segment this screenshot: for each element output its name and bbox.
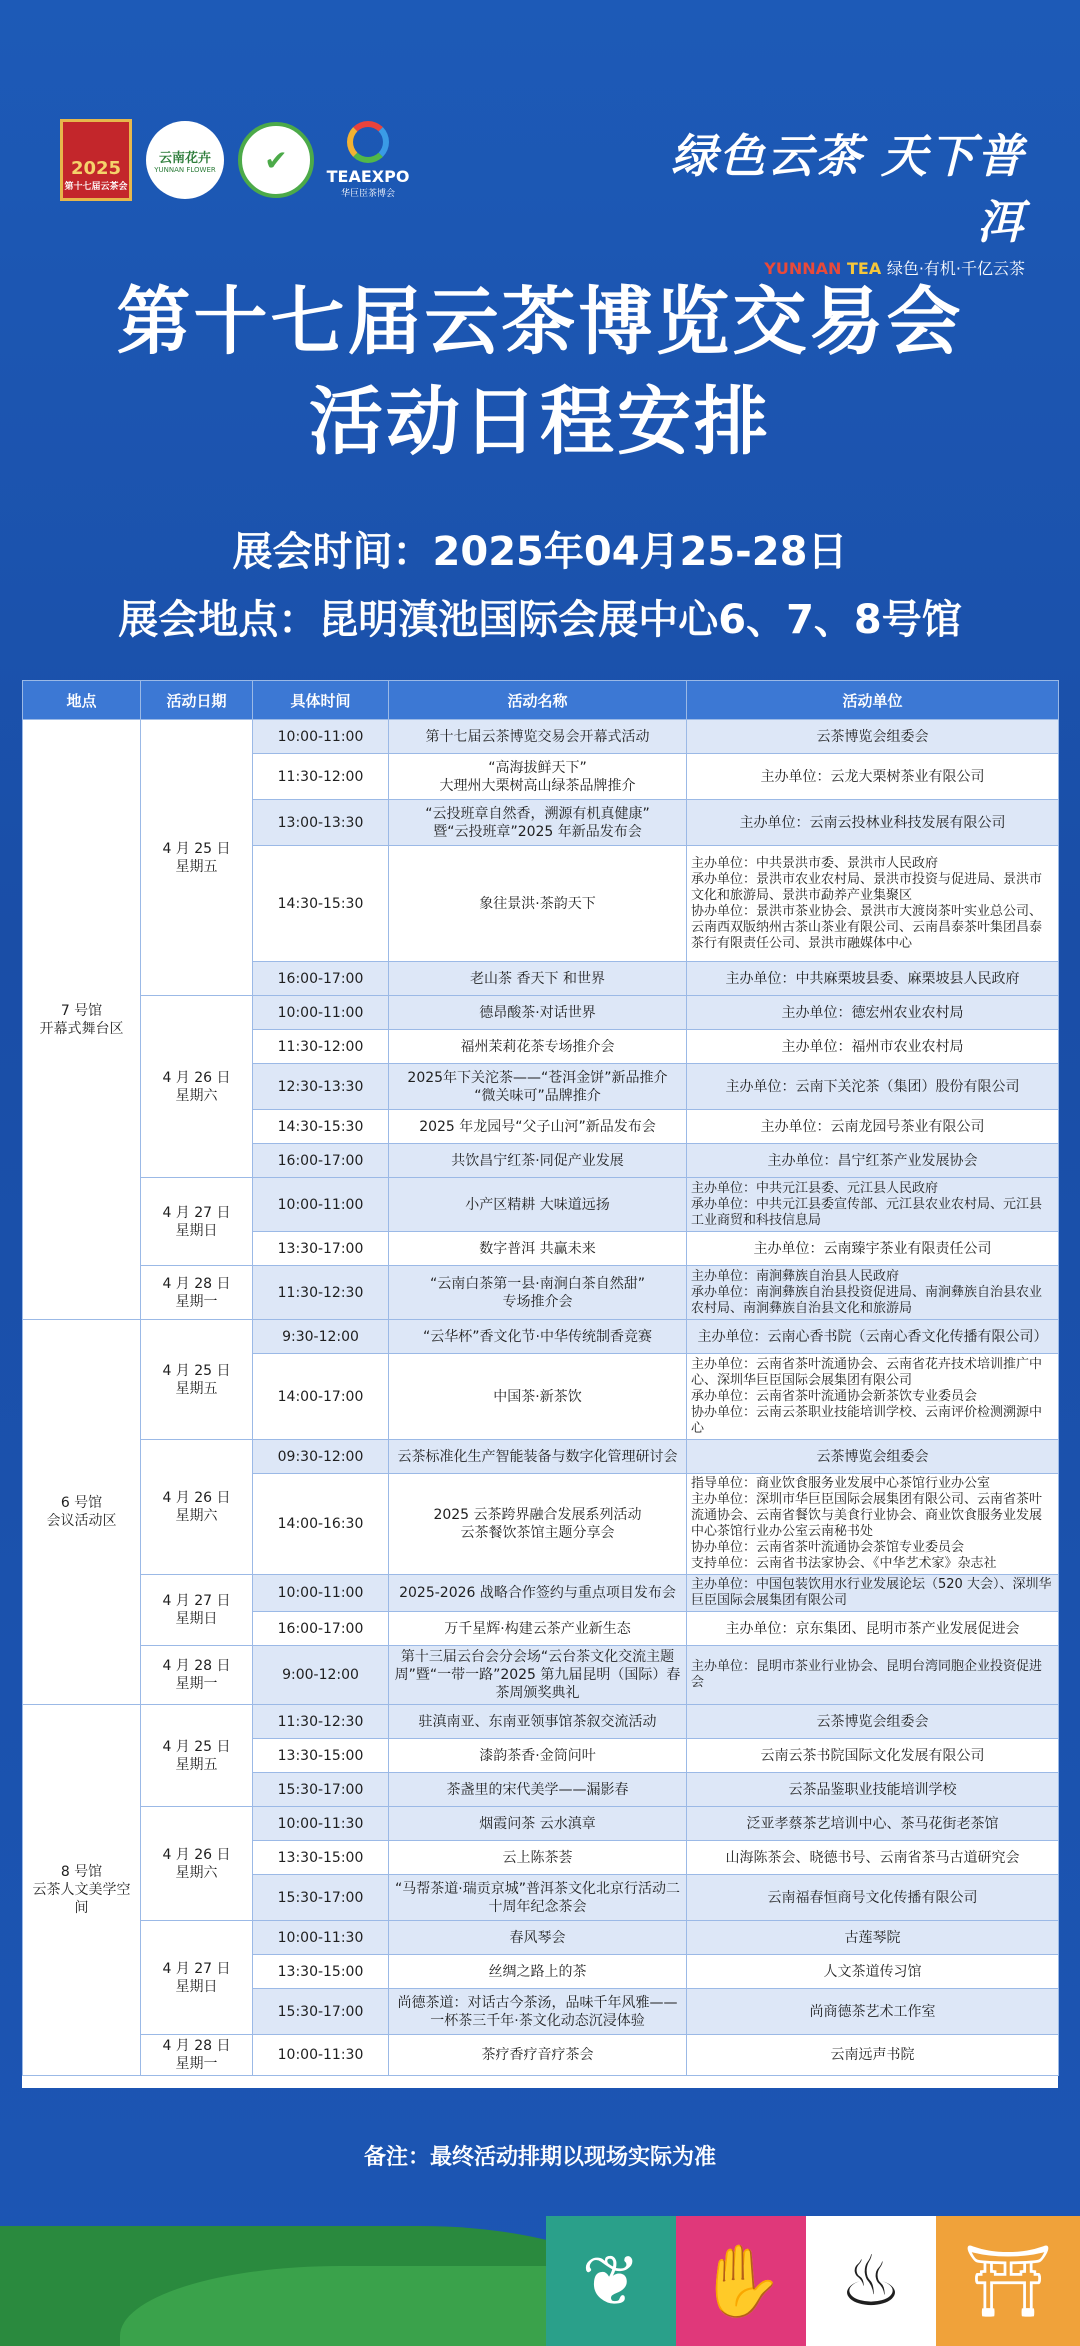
organizer-cell: 云南远声书院	[687, 2035, 1059, 2076]
activity-cell: 共饮昌宁红茶·同促产业发展	[389, 1144, 687, 1178]
activity-cell: 老山茶 香天下 和世界	[389, 962, 687, 996]
time-cell: 10:00-11:00	[253, 1575, 389, 1612]
organizer-cell: 主办单位：福州市农业农村局	[687, 1030, 1059, 1064]
activity-cell: 2025 年龙园号“父子山河”新品发布会	[389, 1110, 687, 1144]
time-cell: 16:00-17:00	[253, 1612, 389, 1646]
date-cell: 4 月 28 日 星期一	[141, 1266, 253, 1320]
table-row	[23, 1440, 1059, 1474]
leaf-icon: ✔	[264, 143, 288, 177]
activity-cell: 德昂酸茶·对话世界	[389, 996, 687, 1030]
activity-cell: 小产区精耕 大味道远扬	[389, 1178, 687, 1232]
table-row	[23, 1320, 1059, 1354]
teapot-icon: ♨	[806, 2216, 936, 2346]
date-cell: 4 月 27 日 星期日	[141, 1575, 253, 1646]
organizer-cell: 尚商德茶艺术工作室	[687, 1989, 1059, 2035]
activity-cell: 尚德茶道：对话古今茶汤，品味千年风雅——一杯茶三千年·茶文化动态沉浸体验	[389, 1989, 687, 2035]
activity-cell: “高海拔鲜天下” 大理州大栗树高山绿茶品牌推介	[389, 754, 687, 800]
organizer-cell: 主办单位：云南云投林业科技发展有限公司	[687, 800, 1059, 846]
date-cell: 4 月 27 日 星期日	[141, 1921, 253, 2035]
activity-cell: 象往景洪·茶韵天下	[389, 846, 687, 962]
organizer-cell: 云茶博览会组委会	[687, 720, 1059, 754]
table-row	[23, 1646, 1059, 1705]
teaexpo-logo: TEAEXPO 华巨臣茶博会	[328, 120, 408, 200]
tree-icon: ❦	[546, 2216, 676, 2346]
time-cell: 10:00-11:00	[253, 996, 389, 1030]
header-organizer: 活动单位	[687, 681, 1059, 720]
yunnan-flower-logo: 云南花卉 YUNNAN FLOWER	[146, 121, 224, 199]
time-cell: 13:30-15:00	[253, 1955, 389, 1989]
footnote: 备注：最终活动排期以现场实际为准	[363, 2145, 716, 2170]
activity-cell: 茶盏里的宋代美学——漏影春	[389, 1773, 687, 1807]
organizer-cell: 主办单位：南涧彝族自治县人民政府 承办单位：南涧彝族自治县投资促进局、南涧彝族自治县农业农村局、南涧彝族自治县文化和旅游局	[687, 1266, 1059, 1320]
date-cell: 4 月 25 日 星期五	[141, 1320, 253, 1440]
activity-cell: 丝绸之路上的茶	[389, 1955, 687, 1989]
hand-leaf-icon: ✋	[676, 2216, 806, 2346]
organizer-cell: 主办单位：京东集团、昆明市茶产业发展促进会	[687, 1612, 1059, 1646]
brand-slogan	[645, 120, 1025, 279]
date-cell: 4 月 28 日 星期一	[141, 1646, 253, 1705]
activity-cell: “云南白茶第一县·南涧白茶自然甜” 专场推介会	[389, 1266, 687, 1320]
organizer-cell: 主办单位：中国包装饮用水行业发展论坛（520 大会）、深圳华巨臣国际会展集团有限公司	[687, 1575, 1059, 1612]
date-cell: 4 月 25 日 星期五	[141, 720, 253, 996]
organizer-cell: 云茶品鉴职业技能培训学校	[687, 1773, 1059, 1807]
schedule-table	[22, 680, 1059, 2076]
venue-cell: 7 号馆 开幕式舞台区	[23, 720, 141, 1320]
expo-time: 展会时间：2025年04月25-28日	[232, 529, 848, 575]
activity-cell: “云华杯”香文化节·中华传统制香竞赛	[389, 1320, 687, 1354]
activity-cell: 春风琴会	[389, 1921, 687, 1955]
header-time: 具体时间	[253, 681, 389, 720]
organizer-cell: 指导单位：商业饮食服务业发展中心茶馆行业办公室 主办单位：深圳市华巨臣国际会展集团有限公司、云南省茶叶流通协会、云南省餐饮与美食行业协会、商业饮食服务业发展中心茶馆行业办公室云南秘书处 协办单位：云南省茶叶流通协会茶馆专业委员会 支持单位：云南省书法家协会、《中华艺术家》杂志社	[687, 1474, 1059, 1575]
table-row	[23, 2035, 1059, 2076]
date-cell: 4 月 26 日 星期六	[141, 1440, 253, 1575]
organizer-cell: 主办单位：云南心香书院（云南心香文化传播有限公司）	[687, 1320, 1059, 1354]
organizer-cell: 云茶博览会组委会	[687, 1440, 1059, 1474]
organizer-cell: 云南福春恒商号文化传播有限公司	[687, 1875, 1059, 1921]
green-food-logo	[238, 122, 314, 198]
header	[0, 0, 1080, 278]
time-cell: 10:00-11:00	[253, 1178, 389, 1232]
time-cell: 9:00-12:00	[253, 1646, 389, 1705]
logo-row	[60, 120, 408, 200]
organizer-cell: 云南云茶书院国际文化发展有限公司	[687, 1739, 1059, 1773]
time-cell: 16:00-17:00	[253, 1144, 389, 1178]
organizer-cell: 主办单位：昌宁红茶产业发展协会	[687, 1144, 1059, 1178]
activity-cell: 烟霞问茶 云水滇章	[389, 1807, 687, 1841]
time-cell: 14:00-17:00	[253, 1354, 389, 1440]
time-cell: 13:30-17:00	[253, 1232, 389, 1266]
gate-icon: ⛩	[936, 2216, 1080, 2346]
time-cell: 14:30-15:30	[253, 846, 389, 962]
table-row	[23, 996, 1059, 1030]
time-cell: 10:00-11:00	[253, 720, 389, 754]
table-row	[23, 1575, 1059, 1612]
expo-info	[0, 518, 1080, 654]
activity-cell: “云投班章自然香，溯源有机真健康” 暨“云投班章”2025 年新品发布会	[389, 800, 687, 846]
teaexpo-ring-icon	[347, 121, 389, 163]
organizer-cell: 主办单位：中共麻栗坡县委、麻栗坡县人民政府	[687, 962, 1059, 996]
activity-cell: 2025 云茶跨界融合发展系列活动 云茶餐饮茶馆主题分享会	[389, 1474, 687, 1575]
time-cell: 15:30-17:00	[253, 1875, 389, 1921]
venue-cell: 6 号馆 会议活动区	[23, 1320, 141, 1705]
time-cell: 14:00-16:30	[253, 1474, 389, 1575]
activity-cell: 2025-2026 战略合作签约与重点项目发布会	[389, 1575, 687, 1612]
organizer-cell: 主办单位：中共景洪市委、景洪市人民政府 承办单位：景洪市农业农村局、景洪市投资与促进局、景洪市文化和旅游局、景洪市勐养产业集聚区 协办单位：景洪市茶业协会、景洪市大渡岗茶叶实业总公司、云南西双版纳州古茶山茶业有限公司、云南昌泰茶叶集团昌泰茶行有限责任公司、景洪市融媒体中心	[687, 846, 1059, 962]
organizer-cell: 主办单位：云南省茶叶流通协会、云南省花卉技术培训推广中心、深圳华巨臣国际会展集团有限公司 承办单位：云南省茶叶流通协会新茶饮专业委员会 协办单位：云南云茶职业技能培训学校、云南评价检测溯源中心	[687, 1354, 1059, 1440]
page-title	[0, 272, 1080, 472]
slogan-text: 绿色云茶 天下普洱	[670, 129, 1025, 249]
time-cell: 11:30-12:30	[253, 1705, 389, 1739]
table-header-row	[23, 681, 1059, 720]
organizer-cell: 主办单位：昆明市茶业行业协会、昆明台湾同胞企业投资促进会	[687, 1646, 1059, 1705]
organizer-cell: 主办单位：中共元江县委、元江县人民政府 承办单位：中共元江县委宣传部、元江县农业农村局、元江县工业商贸和科技信息局	[687, 1178, 1059, 1232]
venue-cell: 8 号馆 云茶人文美学空间	[23, 1705, 141, 2076]
footer-art	[0, 2180, 1080, 2346]
date-cell: 4 月 26 日 星期六	[141, 1807, 253, 1921]
table-row	[23, 720, 1059, 754]
table-row	[23, 1705, 1059, 1739]
table-row	[23, 1807, 1059, 1841]
time-cell: 13:30-15:00	[253, 1739, 389, 1773]
organizer-cell: 主办单位：云南龙园号茶业有限公司	[687, 1110, 1059, 1144]
organizer-cell: 云茶博览会组委会	[687, 1705, 1059, 1739]
header-activity: 活动名称	[389, 681, 687, 720]
activity-cell: 数字普洱 共赢未来	[389, 1232, 687, 1266]
slogan-subline: YUNNAN TEA 绿色·有机·千亿云茶	[764, 259, 1025, 278]
date-cell: 4 月 25 日 星期五	[141, 1705, 253, 1807]
organizer-cell: 主办单位：云南下关沱茶（集团）股份有限公司	[687, 1064, 1059, 1110]
organizer-cell: 主办单位：德宏州农业农村局	[687, 996, 1059, 1030]
table-row	[23, 1266, 1059, 1320]
time-cell: 10:00-11:30	[253, 1807, 389, 1841]
organizer-cell: 古莲琴院	[687, 1921, 1059, 1955]
time-cell: 10:00-11:30	[253, 2035, 389, 2076]
organizer-cell: 主办单位：云南臻宇茶业有限责任公司	[687, 1232, 1059, 1266]
activity-cell: 第十三届云台会分会场“云台茶文化交流主题周”暨“一带一路”2025 第九届昆明（国际）春茶周颁奖典礼	[389, 1646, 687, 1705]
activity-cell: 云上陈茶荟	[389, 1841, 687, 1875]
organizer-cell: 山海陈茶会、晓德书号、云南省茶马古道研究会	[687, 1841, 1059, 1875]
activity-cell: 第十七届云茶博览交易会开幕式活动	[389, 720, 687, 754]
activity-cell: 万千星辉·构建云茶产业新生态	[389, 1612, 687, 1646]
organizer-cell: 人文茶道传习馆	[687, 1955, 1059, 1989]
time-cell: 16:00-17:00	[253, 962, 389, 996]
time-cell: 14:30-15:30	[253, 1110, 389, 1144]
activity-cell: 茶疗香疗音疗茶会	[389, 2035, 687, 2076]
expo-2025-logo: 2025 第十七届云茶会	[60, 119, 132, 201]
time-cell: 9:30-12:00	[253, 1320, 389, 1354]
time-cell: 11:30-12:30	[253, 1266, 389, 1320]
schedule-body	[23, 720, 1059, 2076]
time-cell: 09:30-12:00	[253, 1440, 389, 1474]
activity-cell: 中国茶·新茶饮	[389, 1354, 687, 1440]
time-cell: 12:30-13:30	[253, 1064, 389, 1110]
activity-cell: “马帮茶道·瑞贡京城”普洱茶文化北京行活动二十周年纪念茶会	[389, 1875, 687, 1921]
organizer-cell: 主办单位：云龙大栗树茶业有限公司	[687, 754, 1059, 800]
organizer-cell: 泛亚孝蔡茶艺培训中心、茶马花街老茶馆	[687, 1807, 1059, 1841]
time-cell: 15:30-17:00	[253, 1773, 389, 1807]
time-cell: 11:30-12:00	[253, 754, 389, 800]
activity-cell: 漆韵茶香·金筒问叶	[389, 1739, 687, 1773]
time-cell: 13:30-15:00	[253, 1841, 389, 1875]
header-venue: 地点	[23, 681, 141, 720]
expo-place: 展会地点：昆明滇池国际会展中心6、7、8号馆	[118, 597, 962, 643]
time-cell: 15:30-17:00	[253, 1989, 389, 2035]
time-cell: 10:00-11:30	[253, 1921, 389, 1955]
table-row	[23, 1921, 1059, 1955]
schedule-table-wrapper	[22, 680, 1058, 2088]
title-line-1: 第十七届云茶博览交易会	[116, 279, 964, 365]
date-cell: 4 月 27 日 星期日	[141, 1178, 253, 1266]
activity-cell: 福州茉莉花茶专场推介会	[389, 1030, 687, 1064]
title-line-2: 活动日程安排	[309, 379, 771, 465]
activity-cell: 2025年下关沱茶——“苍洱金饼”新品推介 “微关味可”品牌推介	[389, 1064, 687, 1110]
time-cell: 11:30-12:00	[253, 1030, 389, 1064]
table-row	[23, 1178, 1059, 1232]
activity-cell: 驻滇南亚、东南亚领事馆茶叙交流活动	[389, 1705, 687, 1739]
header-date: 活动日期	[141, 681, 253, 720]
date-cell: 4 月 26 日 星期六	[141, 996, 253, 1178]
time-cell: 13:00-13:30	[253, 800, 389, 846]
date-cell: 4 月 28 日 星期一	[141, 2035, 253, 2076]
activity-cell: 云茶标准化生产智能装备与数字化管理研讨会	[389, 1440, 687, 1474]
